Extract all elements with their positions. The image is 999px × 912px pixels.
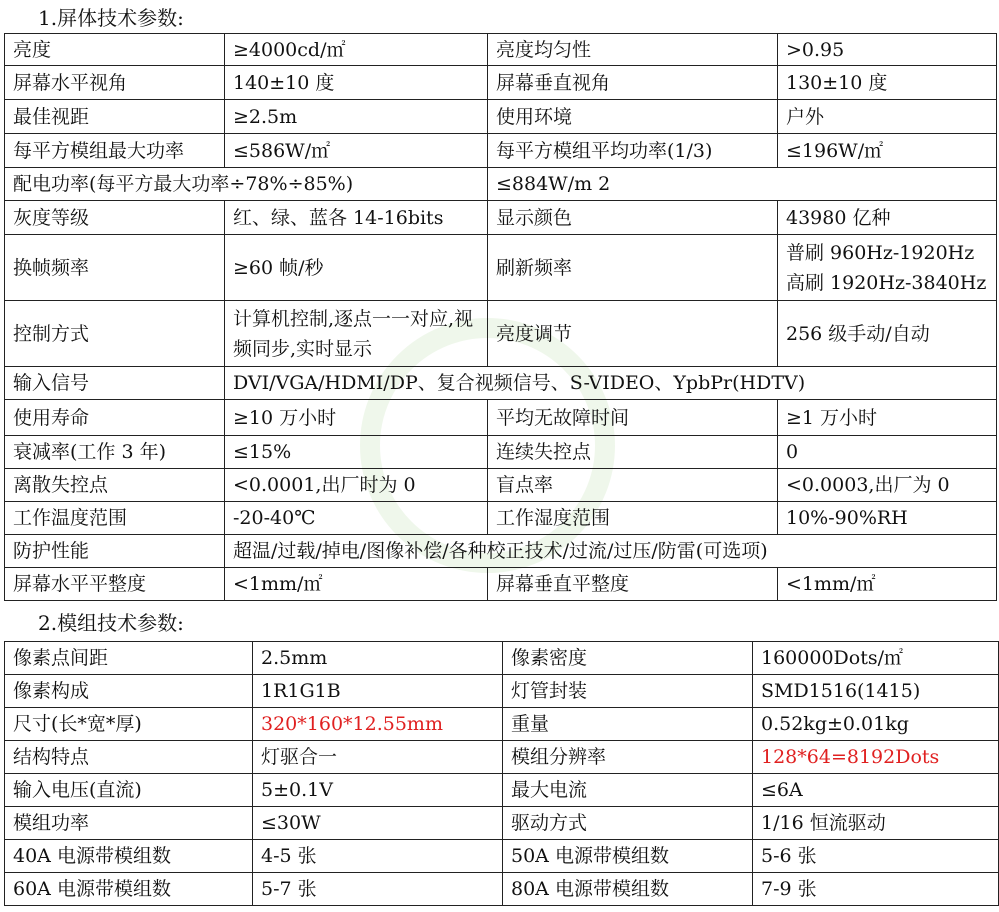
spec-value: 5±0.1V bbox=[253, 774, 503, 807]
spec-label: 像素密度 bbox=[503, 642, 753, 675]
table-row bbox=[5, 301, 997, 367]
spec-label: 驱动方式 bbox=[503, 807, 753, 840]
table-row bbox=[5, 100, 997, 134]
spec-label: 使用寿命 bbox=[5, 400, 225, 436]
spec-label: 亮度 bbox=[5, 34, 225, 66]
section-heading-module: 2.模组技术参数: bbox=[38, 611, 184, 635]
spec-label: 显示颜色 bbox=[488, 201, 778, 235]
spec-label: 输入信号 bbox=[5, 367, 225, 400]
spec-label: 40A 电源带模组数 bbox=[5, 840, 253, 873]
spec-value: 160000Dots/㎡ bbox=[753, 642, 999, 675]
spec-value: 4-5 张 bbox=[253, 840, 503, 873]
spec-value-highlight: 320*160*12.55mm bbox=[253, 708, 503, 741]
spec-value: ≤6A bbox=[753, 774, 999, 807]
spec-label: 结构特点 bbox=[5, 741, 253, 774]
spec-label: 每平方模组最大功率 bbox=[5, 134, 225, 168]
spec-value: 0 bbox=[778, 436, 997, 469]
spec-value: ≥1 万小时 bbox=[778, 400, 997, 436]
spec-label: 灰度等级 bbox=[5, 201, 225, 235]
refresh-high: 高刷 1920Hz-3840Hz bbox=[786, 271, 987, 294]
spec-label: 工作湿度范围 bbox=[488, 502, 778, 535]
spec-value: ≤586W/㎡ bbox=[225, 134, 488, 168]
spec-value: ≥2.5m bbox=[225, 100, 488, 134]
spec-label: 像素点间距 bbox=[5, 642, 253, 675]
spec-label: 亮度调节 bbox=[488, 301, 778, 367]
table-row bbox=[5, 367, 997, 400]
spec-value: 1/16 恒流驱动 bbox=[753, 807, 999, 840]
spec-label: 每平方模组平均功率(1/3) bbox=[488, 134, 778, 168]
spec-value: 10%-90%RH bbox=[778, 502, 997, 535]
spec-value: ≤30W bbox=[253, 807, 503, 840]
table-row bbox=[5, 568, 997, 601]
table-row bbox=[5, 535, 997, 568]
spec-label: 尺寸(长*宽*厚) bbox=[5, 708, 253, 741]
refresh-standard: 普刷 960Hz-1920Hz bbox=[786, 241, 975, 264]
spec-value: ≥60 帧/秒 bbox=[225, 235, 488, 301]
spec-value: 红、绿、蓝各 14-16bits bbox=[225, 201, 488, 235]
spec-value: <0.0003,出厂为 0 bbox=[778, 469, 997, 502]
screen-spec-table bbox=[4, 33, 997, 601]
section-heading-screen: 1.屏体技术参数: bbox=[38, 6, 184, 30]
table-row bbox=[5, 502, 997, 535]
table-row bbox=[5, 66, 997, 100]
table-row bbox=[5, 168, 997, 201]
spec-value: <1mm/㎡ bbox=[778, 568, 997, 601]
table-row bbox=[5, 642, 999, 675]
table-row bbox=[5, 436, 997, 469]
spec-label: 屏幕垂直平整度 bbox=[488, 568, 778, 601]
spec-label: 最佳视距 bbox=[5, 100, 225, 134]
spec-value: -20-40℃ bbox=[225, 502, 488, 535]
spec-label: 重量 bbox=[503, 708, 753, 741]
spec-value: 户外 bbox=[778, 100, 997, 134]
spec-label: 盲点率 bbox=[488, 469, 778, 502]
table-row bbox=[5, 235, 997, 301]
table-row bbox=[5, 134, 997, 168]
table-row bbox=[5, 807, 999, 840]
table-row bbox=[5, 400, 997, 436]
table-row bbox=[5, 34, 997, 66]
spec-label: 平均无故障时间 bbox=[488, 400, 778, 436]
spec-value: SMD1516(1415) bbox=[753, 675, 999, 708]
module-spec-table bbox=[4, 641, 999, 906]
spec-value: 灯驱合一 bbox=[253, 741, 503, 774]
spec-value: 5-6 张 bbox=[753, 840, 999, 873]
spec-label: 灯管封装 bbox=[503, 675, 753, 708]
spec-value: 140±10 度 bbox=[225, 66, 488, 100]
spec-label: 模组分辨率 bbox=[503, 741, 753, 774]
spec-label: 控制方式 bbox=[5, 301, 225, 367]
spec-value: ≤15% bbox=[225, 436, 488, 469]
spec-value: 超温/过载/掉电/图像补偿/各种校正技术/过流/过压/防雷(可选项) bbox=[225, 535, 997, 568]
spec-label: 屏幕水平视角 bbox=[5, 66, 225, 100]
spec-label: 像素构成 bbox=[5, 675, 253, 708]
spec-value: >0.95 bbox=[778, 34, 997, 66]
spec-value: ≥10 万小时 bbox=[225, 400, 488, 436]
spec-value: ≤884W/m 2 bbox=[488, 168, 997, 201]
table-row bbox=[5, 675, 999, 708]
spec-label: 80A 电源带模组数 bbox=[503, 873, 753, 906]
table-row bbox=[5, 840, 999, 873]
spec-value: 256 级手动/自动 bbox=[778, 301, 997, 367]
spec-label: 防护性能 bbox=[5, 535, 225, 568]
table-row bbox=[5, 469, 997, 502]
spec-label: 配电功率(每平方最大功率÷78%÷85%) bbox=[5, 168, 488, 201]
table-row bbox=[5, 741, 999, 774]
table-row bbox=[5, 708, 999, 741]
spec-label: 衰减率(工作 3 年) bbox=[5, 436, 225, 469]
spec-label: 工作温度范围 bbox=[5, 502, 225, 535]
spec-value: 43980 亿种 bbox=[778, 201, 997, 235]
spec-label: 模组功率 bbox=[5, 807, 253, 840]
spec-value: 0.52kg±0.01kg bbox=[753, 708, 999, 741]
spec-value: 1R1G1B bbox=[253, 675, 503, 708]
spec-label: 60A 电源带模组数 bbox=[5, 873, 253, 906]
spec-value: 2.5mm bbox=[253, 642, 503, 675]
spec-value: ≥4000cd/㎡ bbox=[225, 34, 488, 66]
spec-value: <1mm/㎡ bbox=[225, 568, 488, 601]
spec-label: 输入电压(直流) bbox=[5, 774, 253, 807]
spec-value-highlight: 128*64=8192Dots bbox=[753, 741, 999, 774]
spec-label: 屏幕水平平整度 bbox=[5, 568, 225, 601]
spec-label: 换帧频率 bbox=[5, 235, 225, 301]
spec-label: 连续失控点 bbox=[488, 436, 778, 469]
spec-value bbox=[778, 235, 997, 301]
spec-value: 5-7 张 bbox=[253, 873, 503, 906]
spec-label: 最大电流 bbox=[503, 774, 753, 807]
table-row bbox=[5, 873, 999, 906]
spec-value: 计算机控制,逐点一一对应,视频同步,实时显示 bbox=[225, 301, 488, 367]
spec-label: 50A 电源带模组数 bbox=[503, 840, 753, 873]
table-row bbox=[5, 201, 997, 235]
spec-value: ≤196W/㎡ bbox=[778, 134, 997, 168]
table-row bbox=[5, 774, 999, 807]
spec-label: 亮度均匀性 bbox=[488, 34, 778, 66]
spec-label: 离散失控点 bbox=[5, 469, 225, 502]
spec-label: 刷新频率 bbox=[488, 235, 778, 301]
spec-value: <0.0001,出厂时为 0 bbox=[225, 469, 488, 502]
spec-label: 屏幕垂直视角 bbox=[488, 66, 778, 100]
spec-value: 7-9 张 bbox=[753, 873, 999, 906]
spec-value: DVI/VGA/HDMI/DP、复合视频信号、S-VIDEO、YpbPr(HDTV) bbox=[225, 367, 997, 400]
spec-value: 130±10 度 bbox=[778, 66, 997, 100]
spec-label: 使用环境 bbox=[488, 100, 778, 134]
